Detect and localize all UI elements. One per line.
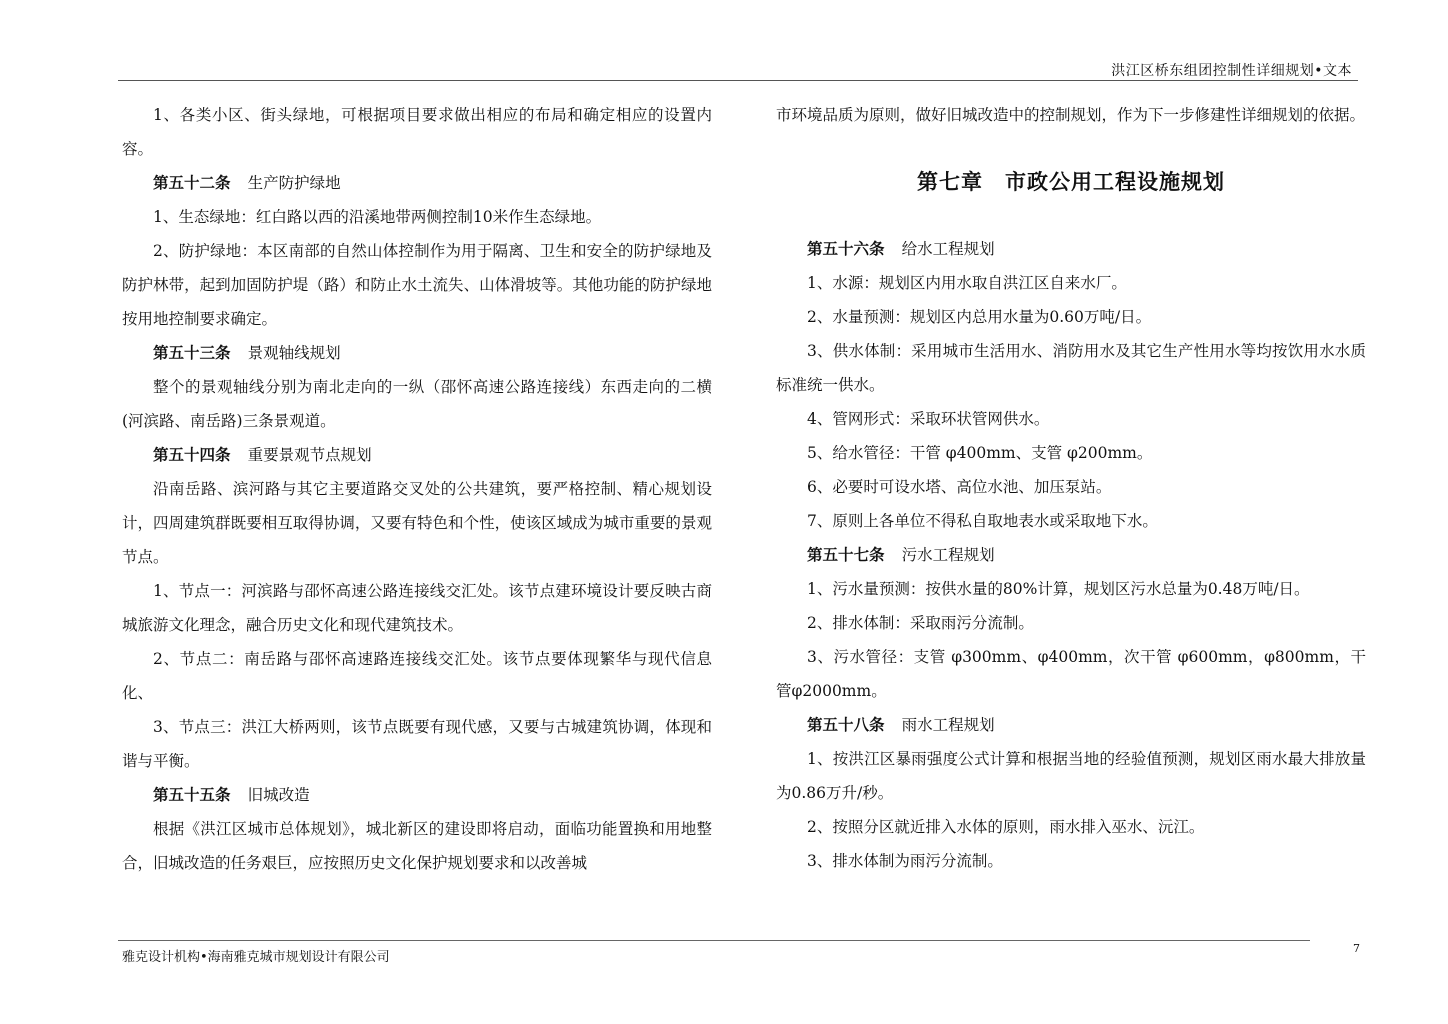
article-number: 第五十八条 bbox=[807, 715, 885, 734]
paragraph: 整个的景观轴线分别为南北走向的一纵（邵怀高速公路连接线）东西走向的二横(河滨路、南岳路)三条景观道。 bbox=[122, 378, 712, 430]
article-heading-54 bbox=[122, 438, 712, 472]
article-number: 第五十七条 bbox=[807, 545, 885, 564]
article-title: 生产防护绿地 bbox=[247, 174, 341, 192]
paragraph: 2、节点二：南岳路与邵怀高速路连接线交汇处。该节点要体现繁华与现代信息化、 bbox=[122, 650, 712, 702]
article-title: 雨水工程规划 bbox=[901, 716, 995, 734]
article-title: 污水工程规划 bbox=[901, 546, 995, 564]
article-title: 景观轴线规划 bbox=[247, 344, 341, 362]
paragraph: 3、节点三：洪江大桥两则，该节点既要有现代感，又要与古城建筑协调，体现和谐与平衡。 bbox=[122, 718, 712, 770]
article-heading-56 bbox=[776, 232, 1366, 266]
right-column bbox=[776, 98, 1366, 878]
footer-divider bbox=[118, 940, 1310, 941]
footer-organization: 雅克设计机构•海南雅克城市规划设计有限公司 bbox=[122, 950, 390, 965]
article-heading-57 bbox=[776, 538, 1366, 572]
page-number: 7 bbox=[1353, 942, 1360, 955]
document-header-title: 洪江区桥东组团控制性详细规划•文本 bbox=[1111, 63, 1352, 79]
paragraph: 2、水量预测：规划区内总用水量为0.60万吨/日。 bbox=[807, 308, 1152, 326]
paragraph: 1、按洪江区暴雨强度公式计算和根据当地的经验值预测，规划区雨水最大排放量为0.86万升/秒。 bbox=[776, 750, 1366, 802]
article-heading-52 bbox=[122, 166, 712, 200]
chapter-title: 第七章 市政公用工程设施规划 bbox=[917, 170, 1225, 194]
article-heading-58 bbox=[776, 708, 1366, 742]
paragraph: 2、排水体制：采取雨污分流制。 bbox=[807, 614, 1034, 632]
paragraph: 7、原则上各单位不得私自取地表水或采取地下水。 bbox=[807, 512, 1158, 530]
article-number: 第五十五条 bbox=[153, 785, 231, 804]
paragraph: 1、污水量预测：按供水量的80%计算，规划区污水总量为0.48万吨/日。 bbox=[807, 580, 1310, 598]
article-title: 旧城改造 bbox=[247, 786, 310, 804]
paragraph: 1、水源：规划区内用水取自洪江区自来水厂。 bbox=[807, 274, 1127, 292]
paragraph: 2、按照分区就近排入水体的原则，雨水排入巫水、沅江。 bbox=[807, 818, 1205, 836]
paragraph: 4、管网形式：采取环状管网供水。 bbox=[807, 410, 1050, 428]
paragraph: 6、必要时可设水塔、高位水池、加压泵站。 bbox=[807, 478, 1112, 496]
article-number: 第五十六条 bbox=[807, 239, 885, 258]
paragraph: 2、防护绿地：本区南部的自然山体控制作为用于隔离、卫生和安全的防护绿地及防护林带，起到加固防护堤（路）和防止水土流失、山体滑坡等。其他功能的防护绿地按用地控制要求确定。 bbox=[122, 242, 712, 328]
article-title: 重要景观节点规划 bbox=[247, 446, 372, 464]
left-column bbox=[122, 98, 712, 880]
paragraph: 5、给水管径：干管 φ400mm、支管 φ200mm。 bbox=[807, 444, 1153, 462]
paragraph: 1、各类小区、街头绿地，可根据项目要求做出相应的布局和确定相应的设置内容。 bbox=[122, 106, 712, 158]
paragraph: 3、污水管径：支管 φ300mm、φ400mm，次干管 φ600mm，φ800mm，干管φ2000mm。 bbox=[776, 648, 1366, 700]
paragraph: 沿南岳路、滨河路与其它主要道路交叉处的公共建筑，要严格控制、精心规划设计，四周建筑群既要相互取得协调，又要有特色和个性，使该区域成为城市重要的景观节点。 bbox=[122, 480, 712, 566]
article-number: 第五十三条 bbox=[153, 343, 231, 362]
paragraph: 市环境品质为原则，做好旧城改造中的控制规划，作为下一步修建性详细规划的依据。 bbox=[776, 106, 1366, 124]
article-number: 第五十四条 bbox=[153, 445, 231, 464]
article-number: 第五十二条 bbox=[153, 173, 231, 192]
article-heading-53 bbox=[122, 336, 712, 370]
paragraph: 根据《洪江区城市总体规划》，城北新区的建设即将启动，面临功能置换和用地整合，旧城改造的任务艰巨，应按照历史文化保护规划要求和以改善城 bbox=[122, 820, 712, 872]
article-heading-55 bbox=[122, 778, 712, 812]
paragraph: 3、供水体制：采用城市生活用水、消防用水及其它生产性用水等均按饮用水水质标准统一供水。 bbox=[776, 342, 1366, 394]
article-title: 给水工程规划 bbox=[901, 240, 995, 258]
paragraph: 1、节点一：河滨路与邵怀高速公路连接线交汇处。该节点建环境设计要反映古商城旅游文化理念，融合历史文化和现代建筑技术。 bbox=[122, 582, 712, 634]
paragraph: 1、生态绿地：红白路以西的沿溪地带两侧控制10米作生态绿地。 bbox=[153, 208, 602, 226]
header-divider bbox=[118, 80, 1358, 81]
paragraph: 3、排水体制为雨污分流制。 bbox=[807, 852, 1003, 870]
